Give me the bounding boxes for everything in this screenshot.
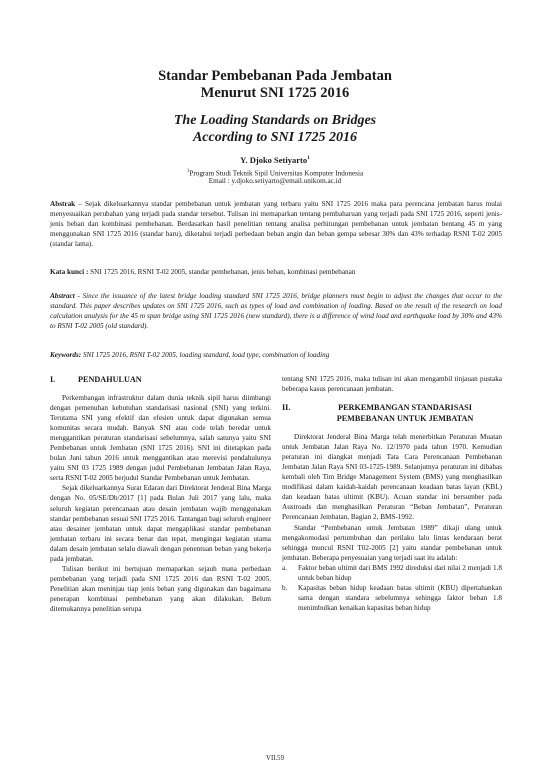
affiliation-superscript: 1 [186, 169, 190, 174]
keywords-block [50, 350, 502, 360]
intro-paragraph-2: Sejak dikeluarkannya Surat Edaran dari Direktorat Jenderal Bina Marga dengan No. 05/SE/Db/2017 [1] pada Bulan Juli 2017 yang lalu, maka seluruh kegiatan perencanaan atau desain jembatan wajib menggunakan standar pembebanan sesuai SNI 1725 2016. Tantangan bagi seluruh engineer atau desainer jembatan untuk dapat mengaplikasi standar pembebanan jembatan terbaru ini secara benar dan tepat, mengingat kegiatan utama dalam desain jembatan selalu diawali dengan penentuan beban yang bekerja pada jembatan. [50, 484, 271, 563]
section-1-title: PENDAHULUAN [78, 375, 142, 384]
kata-kunci-block [50, 267, 502, 277]
keywords-text: SNI 1725 2016, RSNI T-02 2005, loading standard, load type, combination of loading [81, 351, 330, 359]
section-2-number: II. [282, 403, 291, 413]
abstrak-label: Abstrak [50, 200, 76, 208]
keywords-label: Keywords: [50, 351, 82, 359]
list-item [282, 583, 502, 613]
author [0, 155, 550, 165]
list-item [282, 563, 502, 583]
section-2-title [308, 402, 502, 424]
right-column [282, 374, 502, 613]
author-superscript: 1 [307, 155, 310, 162]
section-2-paragraph-1: Direktorat Jenderal Bina Marga telah menerbitkan Peraturan Muatan untuk Jembatan Jalan Raya No. 12/1970 pada tahun 1970. Kemudian peraturan ini diangkat menjadi Tata Cara Perencanaan Pembebanan Jembatan Jalan Raya SNI 03-1725-1989. Selanjutnya peraturan ini dibahas kembali oleh Tim Bridge Management System (BMS) yang menghasilkan modifikasi dalam kaidah-kaidah perencanaan keadaan batas layan (KBL) dan keadaan batas ultimit (KBU). Acuan standar ini bersumber pada Austroads dan menghasilkan Peraturan “Beban Jembatan”, Peraturan Perencanaan Jembatan, Bagian 2, BMS-1992. [282, 433, 502, 522]
intro-paragraph-1: Perkembangan infrastruktur dalam dunia teknik sipil harus diimbangi dengan pemenuhan kebutuhan standarisasi nasional (SNI) yang terkini. Terutama SNI yang efektif dan efesien untuk dapat digunakan semua komunitas secara mudah. Banyak SNI atau code telah beredar untuk menggantikan peraturan standarisasi sebelumnya, salah satunya yaitu SNI Pembebanan untuk Jembatan (SNI 1725 2016). SNI ini ditetapkan pada bulan Juni tahun 2016 untuk menggantikan atau merevisi pendahulunya yaitu SNI 03 1725 1989 dengan judul Pembebanan Jembatan Jalan Raya, serta RSNI T-02 2005 berjudul Standar Pembebanan untuk Jembatan. [50, 394, 271, 483]
list-item-a-text: Faktor beban ultimit dari BMS 1992 direduksi dari nilai 2 menjadi 1.8 untuk beban hidup [298, 563, 502, 582]
paper-title-line1: Standar Pembebanan Pada Jembatan [158, 68, 392, 84]
kata-kunci-label: Kata kunci : [50, 268, 89, 276]
paper-subtitle-line1: The Loading Standards on Bridges [173, 113, 377, 128]
page-number: VII.59 [266, 755, 284, 762]
author-name: Y. Djoko Setiyarto [240, 155, 308, 165]
section-2-paragraph-2: Standar “Pembebanan untuk Jembatan 1989” dikaji ulang untuk mengakomodasi pertumbuhan dan perilaku lalu lintas kendaraan berat sehingga muncul RSNI T02-2005 [2] yaitu standar pembebanan untuk jembatan. Beberapa penyesuaian yang terjadi saat itu adalah: [282, 523, 502, 562]
abstrak-block [50, 199, 502, 249]
section-2-title-line2: PEMBEBANAN UNTUK JEMBATAN [336, 414, 474, 424]
kata-kunci-text: SNI 1725 2016, RSNI T-02 2005, standar pembebanan, jenis beban, kombinasi pembebanan [88, 268, 356, 276]
section-1-number: I. [50, 375, 56, 384]
intro-paragraph-3: Tulisan berikut ini bertujuan memaparkan sejauh mana perbedaan pembebanan yang terjadi pada SNI 1725 2016 dan RSNI T-02 2005. Penelitian akan meninjau tiap jenis beban yang digunakan dan bagaimana penerapan kombinasi pembebanan yang akan dilakukan. Belum ditemukannya penelitian serupa [50, 564, 271, 613]
intro-paragraph-continued: tentang SNI 1725 2016, maka tulisan ini akan mengambil tinjauan pustaka beberapa kasus perencanaan jembatan. [282, 375, 502, 394]
abstract-block [50, 291, 502, 331]
list-item-a-label: a. [282, 563, 287, 572]
paper-subtitle-line2: According to SNI 1725 2016 [192, 130, 358, 145]
section-2-title-line1: PERKEMBANGAN STANDARISASI [338, 403, 472, 413]
section-1-heading [50, 374, 271, 385]
list-item-b-label: b. [282, 583, 288, 592]
abstrak-text: – Sejak dikeluarkannya standar pembebanan untuk jembatan yang terbaru yaitu SNI 1725 2016 maka para perencana jembatan harus mulai menyesuaikan perubahan yang terjadi pada standar tersebut. Tulisan ini memaparkan tentang pembaharuan yang terjadi pada SNI 1725 2016, seperti jenis-jenis beban dan kombinasi pembebanan. Berdasarkan hasil penelitian tentang analisa perhitungan pembebanan untuk jembatan bentang 45 m yang menggunakan SNI 1725 2016 (standar baru), diketahui terjadi perbedaan beban angin dan beban gempa sebesar 30% dan 43% terhadap RSNI T-02 2005 (standar lama). [50, 200, 502, 249]
left-column [50, 374, 271, 614]
section-2-heading [282, 402, 502, 424]
affiliation-text: Program Studi Teknik Sipil Universitas Komputer Indonesia [189, 169, 364, 178]
list-item-b-text: Kapasitas beban hidup keadaan batas ultimit (KBU) dipertahankan sama dengan standara sebelumnya sehingga faktor beban 1.8 menimbulkan kenaikan kapasitas beban hidup [298, 583, 502, 612]
author-email: Email : y.djoko.setiyarto@email.unikom.ac.id [208, 177, 342, 185]
abstract-label: Abstract [50, 292, 75, 300]
abstract-text: - Since the issuance of the latest bridge loading standard SNI 1725 2016, bridge planners must begin to adjust the changes that occur to the standard. This paper describes updates on SNI 1725 2016, such as types of load and combination of loading. Based on the result of the research on load calculation analysis for the 45 m span bridge using SNI 1725 2016 (new standard), there is a difference of wind load and earthquake load by 30% and 43% to RSNI T-02 2005 (old standard). [50, 292, 502, 331]
paper-title-line2: Menurut SNI 1725 2016 [200, 85, 350, 101]
